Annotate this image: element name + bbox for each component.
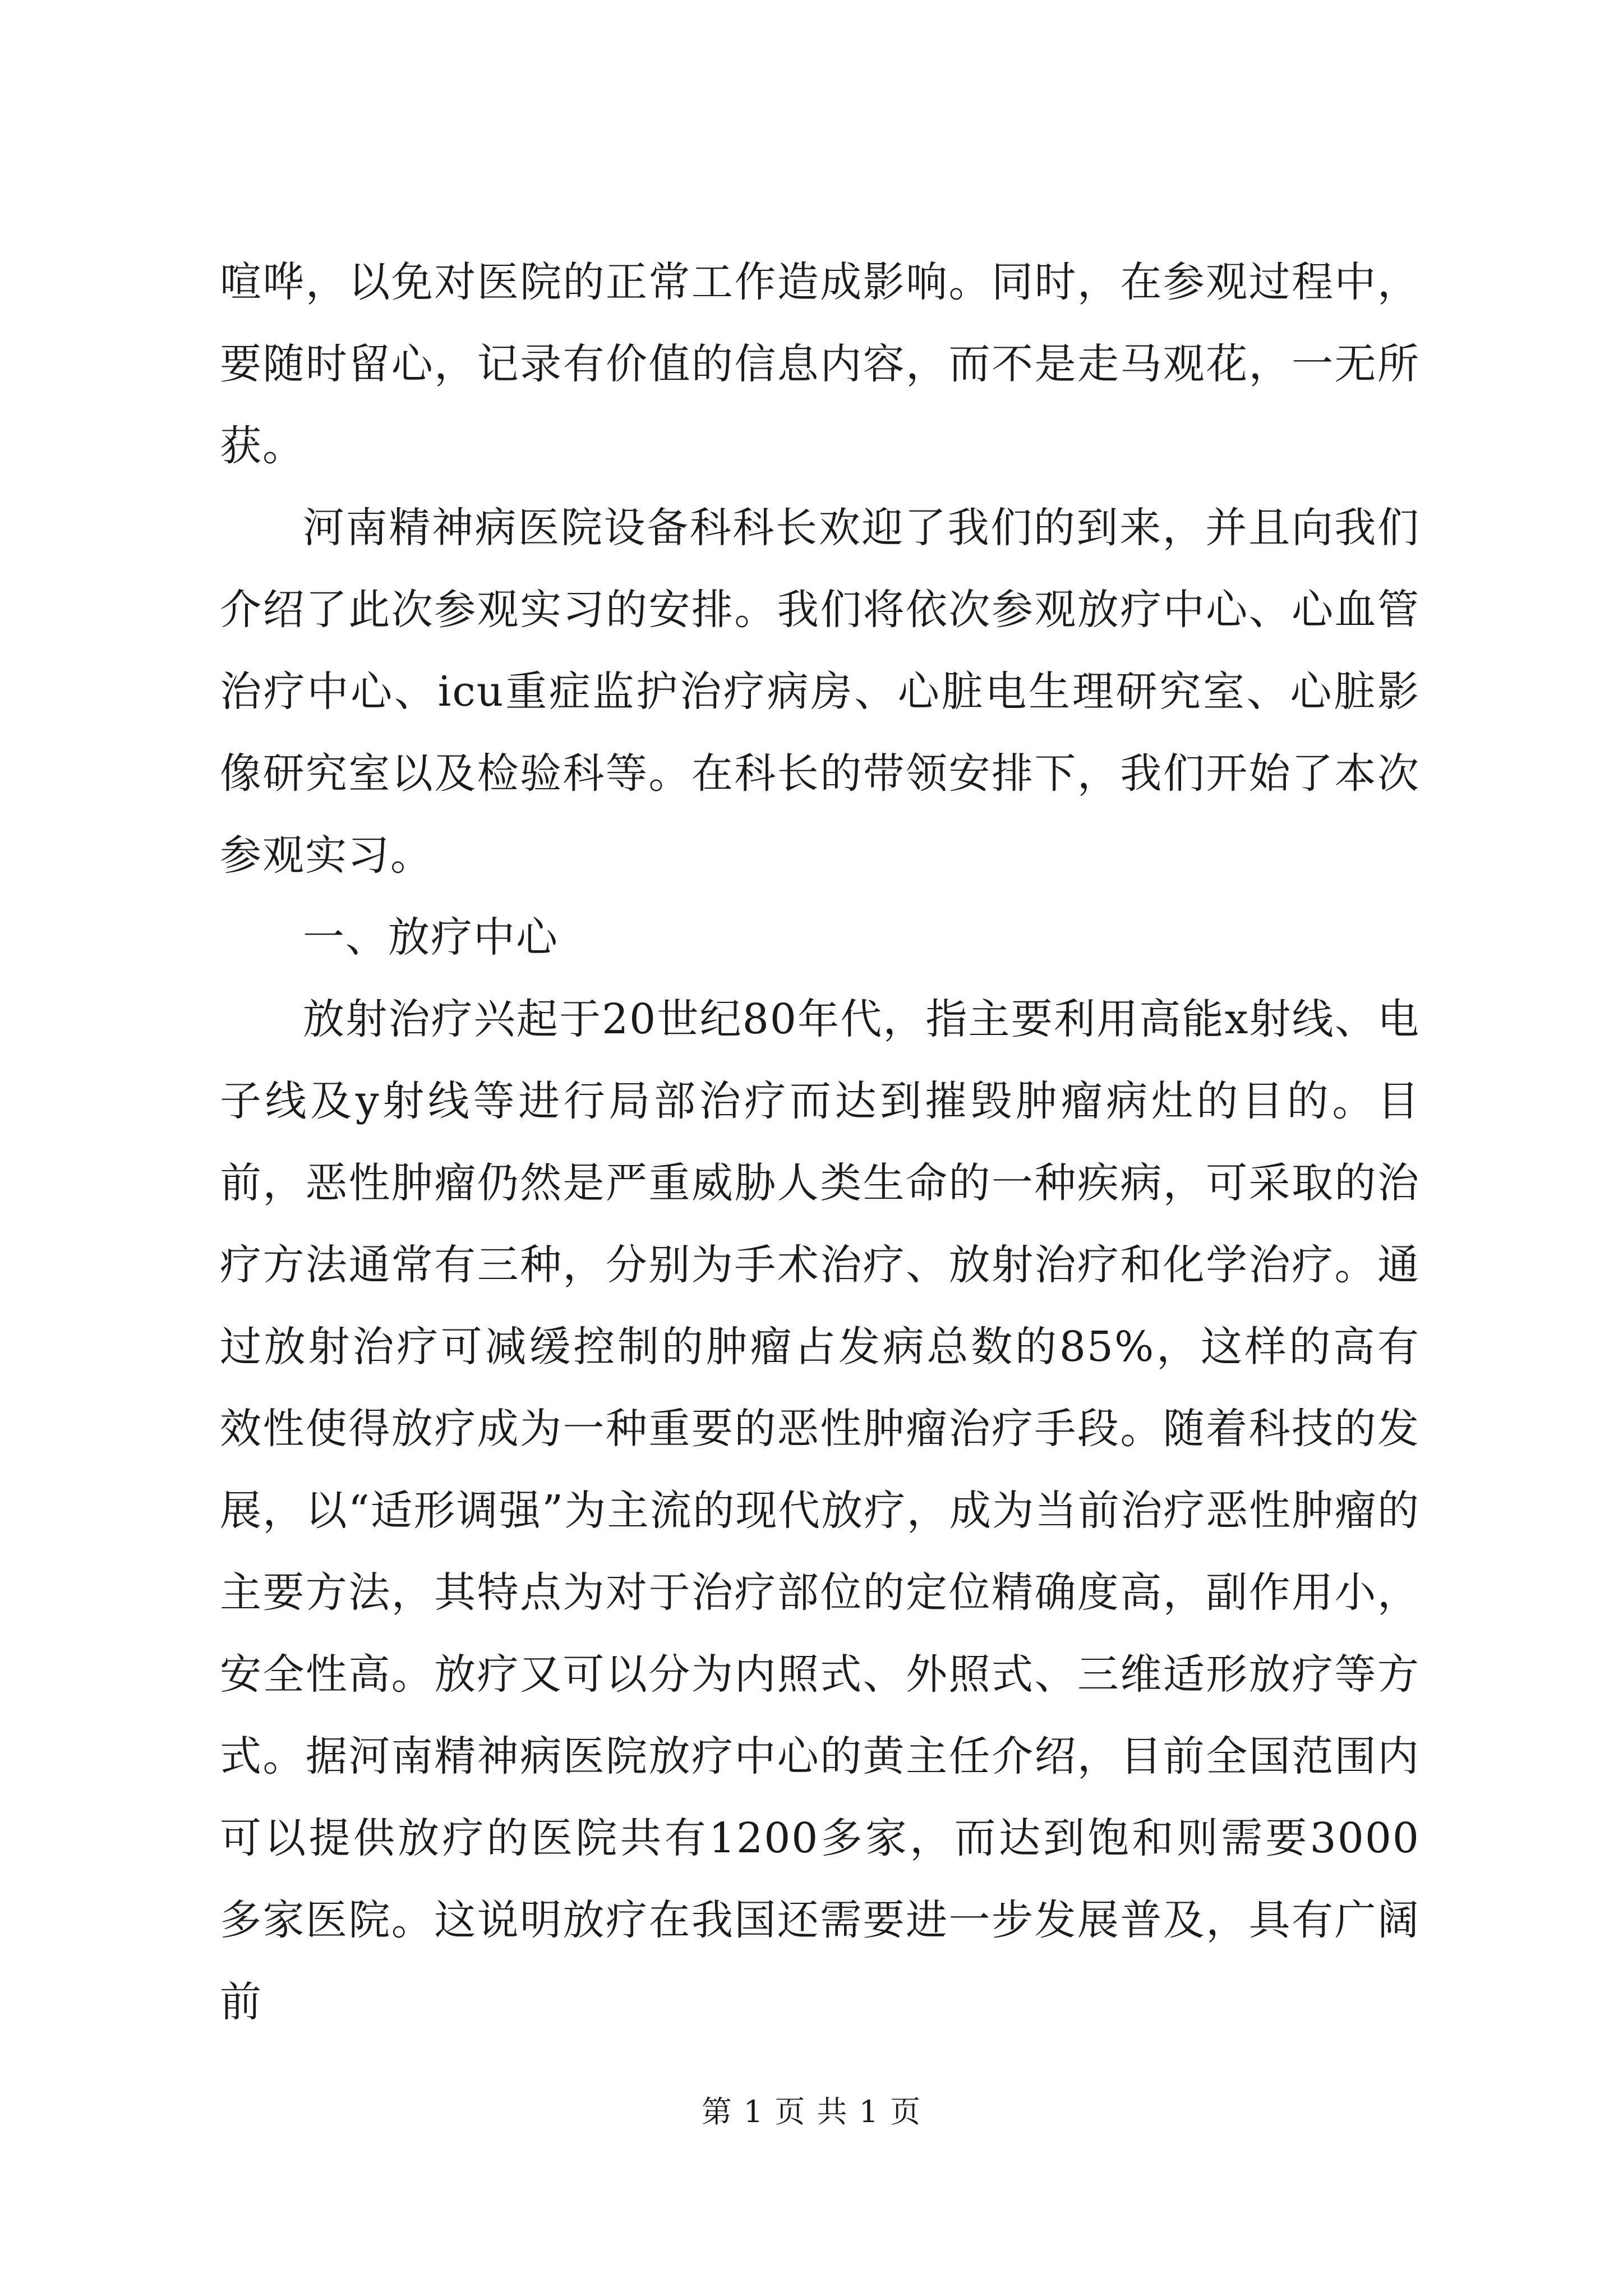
- paragraph-continuation: 喧哗，以免对医院的正常工作造成影响。同时，在参观过程中，要随时留心，记录有价值的信息内容，而不是走马观花，一无所获。: [220, 258, 1420, 470]
- page-footer: 第 1 页 共 1 页: [701, 2094, 922, 2129]
- paragraph-hospital-intro: 河南精神病医院设备科科长欢迎了我们的到来，并且向我们介绍了此次参观实习的安排。我们将依次参观放疗中心、心血管治疗中心、icu重症监护治疗病房、心脏电生理研究室、心脏影像研究室以及检验科等。在科长的带领安排下，我们开始了本次参观实习。: [220, 504, 1420, 880]
- section-heading-radiotherapy: 一、放疗中心: [303, 913, 559, 961]
- paragraph-radiotherapy: 放射治疗兴起于20世纪80年代，指主要利用高能x射线、电子线及y射线等进行局部治疗而达到摧毁肿瘤病灶的目的。目前，恶性肿瘤仍然是严重威胁人类生命的一种疾病，可采取的治疗方法通常有三种，分别为手术治疗、放射治疗和化学治疗。通过放射治疗可减缓控制的肿瘤占发病总数的85%，这样的高有效性使得放疗成为一种重要的恶性肿瘤治疗手段。随着科技的发展，以“适形调强”为主流的现代放疗，成为当前治疗恶性肿瘤的主要方法，其特点为对于治疗部位的定位精确度高，副作用小，安全性高。放疗又可以分为内照式、外照式、三维适形放疗等方式。据河南精神病医院放疗中心的黄主任介绍，目前全国范围内可以提供放疗的医院共有1200多家，而达到饱和则需要3000多家医院。这说明放疗在我国还需要进一步发展普及，具有广阔前: [220, 995, 1420, 2026]
- document-body: [220, 241, 1420, 2043]
